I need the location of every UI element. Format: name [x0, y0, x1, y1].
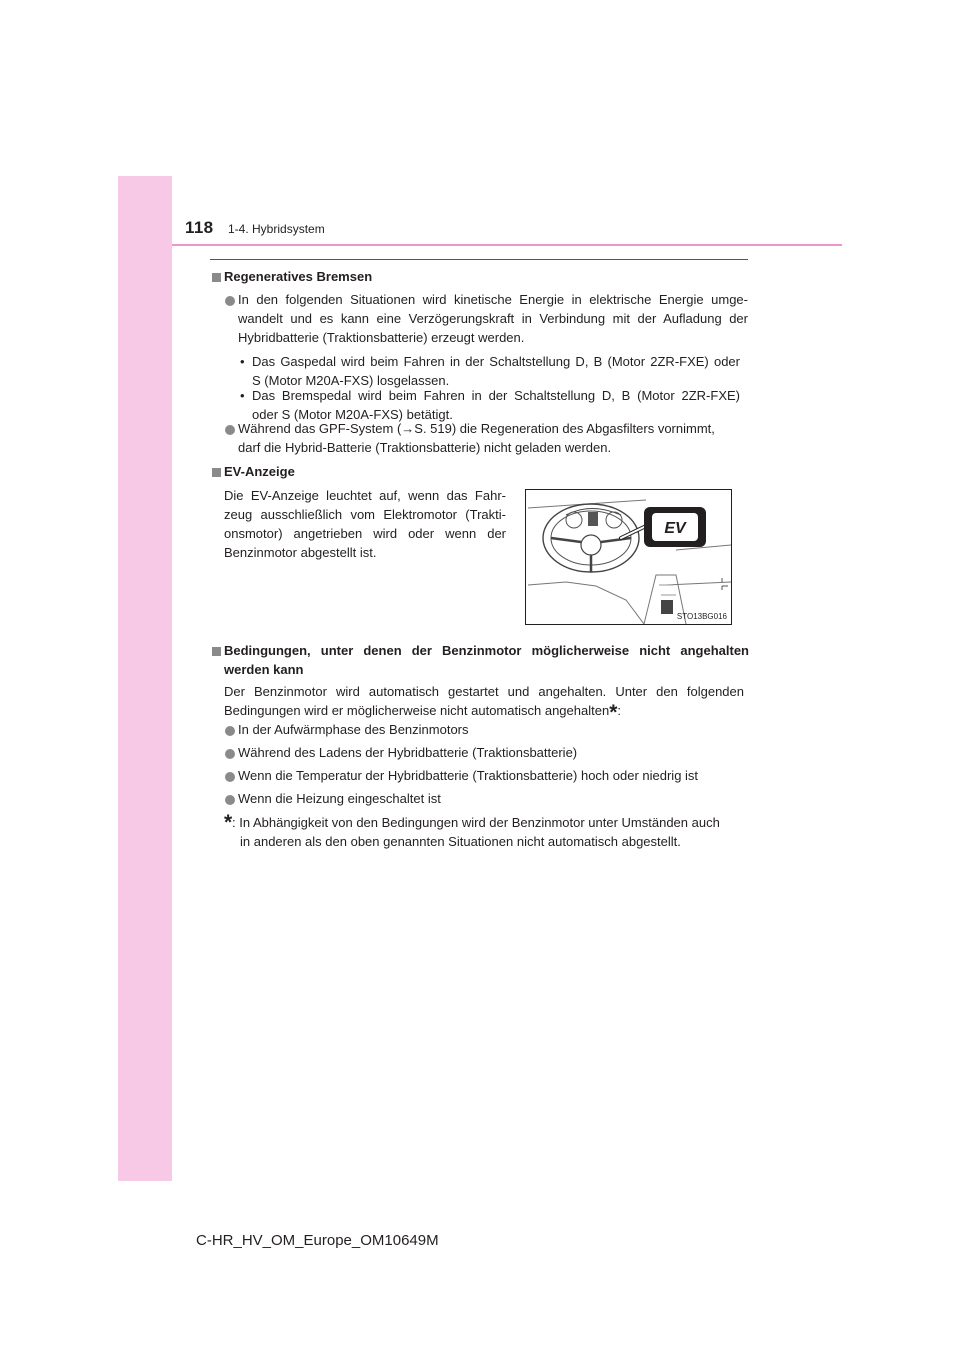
intro-colon: :	[617, 703, 621, 718]
bullet-dot	[225, 425, 235, 435]
conditions-intro-text: Bedingungen wird er möglicherweise nicht automatisch angehalten	[224, 703, 610, 718]
dashboard-drawing	[526, 490, 731, 624]
side-color-band	[118, 176, 172, 1181]
sub-bullet-mark: •	[240, 354, 245, 369]
condition-item: Während des Ladens der Hybridbatterie (Traktionsbatterie)	[238, 745, 578, 760]
condition-item: In der Aufwärmphase des Benzinmotors	[238, 722, 469, 737]
ev-indicator-illustration	[525, 489, 732, 625]
footnote-line: : In Abhängigkeit von den Bedingungen wird der Benzinmotor unter Umständen auch	[232, 815, 720, 830]
page-number: 118	[185, 218, 214, 237]
bullet-dot	[225, 795, 235, 805]
sub-bullet-line: oder S (Motor M20A-FXS) betätigt.	[252, 407, 453, 422]
regen-text-line: darf die Hybrid-Batterie (Traktionsbatterie) nicht geladen werden.	[238, 440, 612, 455]
condition-item: Wenn die Temperatur der Hybridbatterie (Traktionsbatterie) hoch oder niedrig ist	[238, 768, 699, 783]
section-marker	[212, 273, 221, 282]
section-title-conditions-line2: werden kann	[224, 662, 304, 677]
ev-badge-label: EV	[664, 520, 686, 537]
sub-bullet-line: S (Motor M20A-FXS) losgelassen.	[252, 373, 450, 388]
bullet-dot	[225, 726, 235, 736]
bullet-dot	[225, 772, 235, 782]
sub-bullet-line: Das Bremspedal wird beim Fahren in der Schaltstellung D, B (Motor 2ZR-FXE)	[252, 388, 740, 403]
regen-text-line: In den folgenden Situationen wird kinetische Energie in elektrische Energie umge-	[238, 292, 748, 307]
asterisk-icon: *	[609, 701, 618, 724]
section-divider	[210, 259, 748, 260]
chapter-title: 1-4. Hybridsystem	[228, 222, 325, 236]
document-id: C-HR_HV_OM_Europe_OM10649M	[196, 1232, 439, 1249]
section-title-regen: Regeneratives Bremsen	[224, 269, 373, 284]
section-marker	[212, 468, 221, 477]
ev-text-line: Die EV-Anzeige leuchtet auf, wenn das Fahr-	[224, 488, 506, 503]
conditions-intro-line2	[224, 701, 621, 724]
regen-text-line: Hybridbatterie (Traktionsbatterie) erzeugt werden.	[238, 330, 525, 345]
ev-text-line: Benzinmotor abgestellt ist.	[224, 545, 377, 560]
gpf-text-a: Während das GPF-System (	[238, 421, 402, 436]
sub-bullet-line: Das Gaspedal wird beim Fahren in der Schaltstellung D, B (Motor 2ZR-FXE) oder	[252, 354, 740, 369]
regen-text-line: wandelt und es kann eine Verzögerungskraft in Verbindung mit der Aufladung der	[238, 311, 748, 326]
page-ref-arrow-icon: →	[401, 421, 415, 436]
figure-code: STO13BG016	[676, 612, 727, 621]
bullet-dot	[225, 749, 235, 759]
header-rule	[172, 244, 842, 246]
section-marker	[212, 647, 221, 656]
conditions-intro-line: Der Benzinmotor wird automatisch gestartet und angehalten. Unter den folgenden	[224, 684, 744, 699]
bullet-dot	[225, 296, 235, 306]
footnote-line: in anderen als den oben genannten Situationen nicht automatisch abgestellt.	[240, 834, 681, 849]
section-title-conditions: Bedingungen, unter denen der Benzinmotor möglicherweise nicht angehalten	[224, 643, 749, 658]
condition-item: Wenn die Heizung eingeschaltet ist	[238, 791, 441, 806]
section-title-ev: EV-Anzeige	[224, 464, 295, 479]
ev-text-line: zeug ausschließlich vom Elektromotor (Trakti-	[224, 507, 506, 522]
gpf-text-b: S. 519) die Regeneration des Abgasfilters vornimmt,	[414, 421, 715, 436]
regen-gpf-line	[238, 419, 750, 438]
ev-text-line: onsmotor) angetrieben wird oder wenn der	[224, 526, 506, 541]
sub-bullet-mark: •	[240, 388, 245, 403]
footnote-asterisk-icon: *	[224, 811, 233, 834]
